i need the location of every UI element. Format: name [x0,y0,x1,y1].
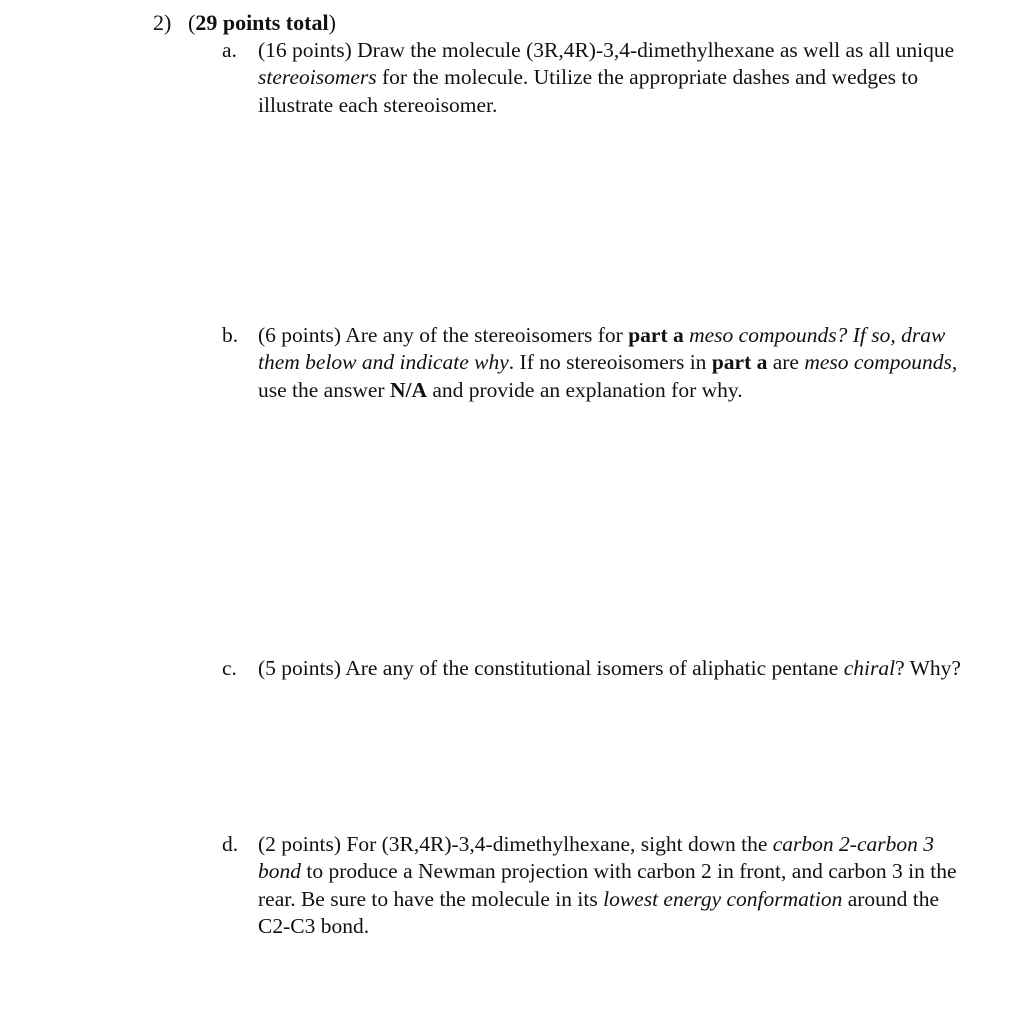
part-b-letter: b. [222,323,239,347]
part-a-italic-1: stereoisomers [258,65,377,90]
part-c-text-2: ? Why? [895,656,961,680]
part-a-letter: a. [222,38,237,62]
part-d-italic-2: lowest energy conformation [603,886,843,911]
part-c-text [258,655,967,682]
question-open-paren: ( [188,10,196,35]
part-d-letter: d. [222,832,239,856]
part-c-italic-1: chiral [843,656,896,680]
part-b-text-6: and provide an explanation for why. [426,377,743,402]
part-b-bold-1: part a [628,323,684,347]
part-d [222,831,967,941]
part-b [222,322,967,404]
question-total: 29 points total [195,10,329,35]
part-b-italic-1: meso compounds? If so, draw them below and indicate why [258,323,946,375]
part-d-text-2: to produce a Newman projection with carbon 2 in front, and carbon 3 in the rear. Be sure to have the molecule in its [258,859,957,911]
part-b-text [258,322,967,404]
part-b-text-5: , use the answer [258,350,958,402]
part-a-text-2: for the molecule. Utilize the appropriate dashes and wedges to illustrate each stereoisomer. [258,65,919,117]
part-d-text-1: (2 points) For (3R,4R)-3,4-dimethylhexane, sight down the [258,832,773,856]
part-b-bold-3: N/A [389,377,427,402]
part-a-text-1: (16 points) Draw the molecule (3R,4R)-3,4-dimethylhexane as well as all unique [258,38,955,62]
part-b-italic-2: meso compounds [804,350,952,375]
part-d-text [258,831,967,941]
question-number: 2) [153,10,172,35]
part-c-text-1: (5 points) Are any of the constitutional isomers of aliphatic pentane [258,656,844,680]
part-b-bold-2: part a [711,350,768,375]
part-b-text-4: are [767,350,805,375]
part-a [222,37,967,119]
part-d-text-3: around the C2-C3 bond. [258,886,940,939]
part-b-text-3: . If no stereoisomers in [508,350,712,375]
part-c [222,655,967,682]
part-a-text [258,37,967,119]
question-header [153,9,336,37]
part-b-text-1: (6 points) Are any of the stereoisomers for [258,323,629,347]
part-c-letter: c. [222,656,237,680]
part-d-italic-1: carbon 2-carbon 3 bond [258,832,934,884]
question-close-paren: ) [328,10,336,35]
